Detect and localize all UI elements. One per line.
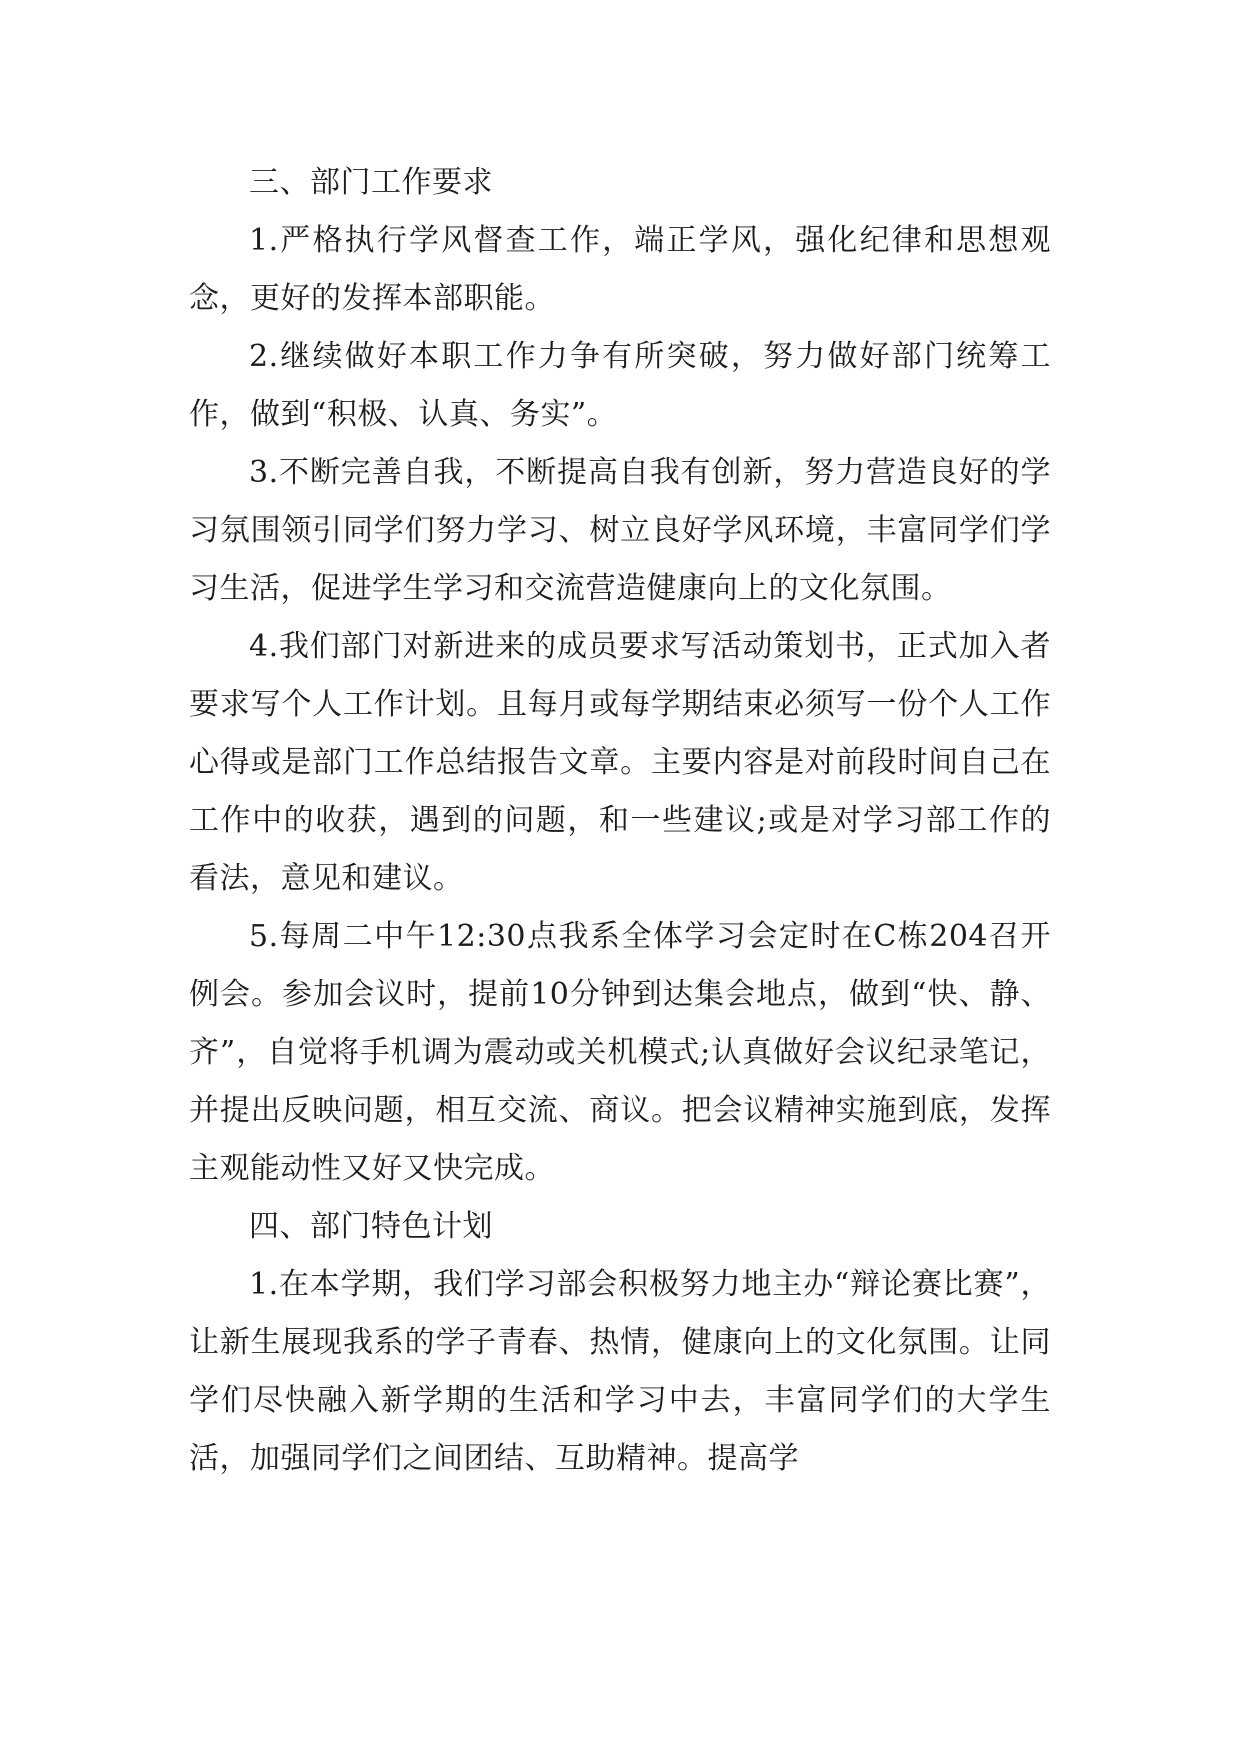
section-heading-special-plans: 四、部门特色计划 [249,1209,493,1244]
special-plan-item-1: 1.在本学期，我们学习部会积极努力地主办“辩论赛比赛”，让新生展现我系的学子青春、热情，健康向上的文化氛围。让同学们尽快融入新学期的生活和学习中去，丰富同学们的大学生活，加强同学们之间团结、互助精神。提高学 [189,1267,1051,1476]
requirement-item-5: 5.每周二中午12:30点我系全体学习会定时在C栋204召开例会。参加会议时，提前10分钟到达集会地点，做到“快、静、齐”，自觉将手机调为震动或关机模式;认真做好会议纪录笔记，并提出反映问题，相互交流、商议。把会议精神实施到底，发挥主观能动性又好又快完成。 [189,919,1051,1186]
requirement-item-4: 4.我们部门对新进来的成员要求写活动策划书，正式加入者要求写个人工作计划。且每月或每学期结束必须写一份个人工作心得或是部门工作总结报告文章。主要内容是对前段时间自己在工作中的收获，遇到的问题，和一些建议;或是对学习部工作的看法，意见和建议。 [189,629,1051,896]
requirement-item-1: 1.严格执行学风督查工作，端正学风，强化纪律和思想观念，更好的发挥本部职能。 [189,223,1051,316]
document-body [189,154,1051,1488]
section-heading-dept-requirements: 三、部门工作要求 [249,165,493,200]
requirement-item-2: 2.继续做好本职工作力争有所突破，努力做好部门统筹工作，做到“积极、认真、务实”。 [189,339,1051,432]
requirement-item-3: 3.不断完善自我，不断提高自我有创新，努力营造良好的学习氛围领引同学们努力学习、树立良好学风环境，丰富同学们学习生活，促进学生学习和交流营造健康向上的文化氛围。 [189,455,1051,606]
